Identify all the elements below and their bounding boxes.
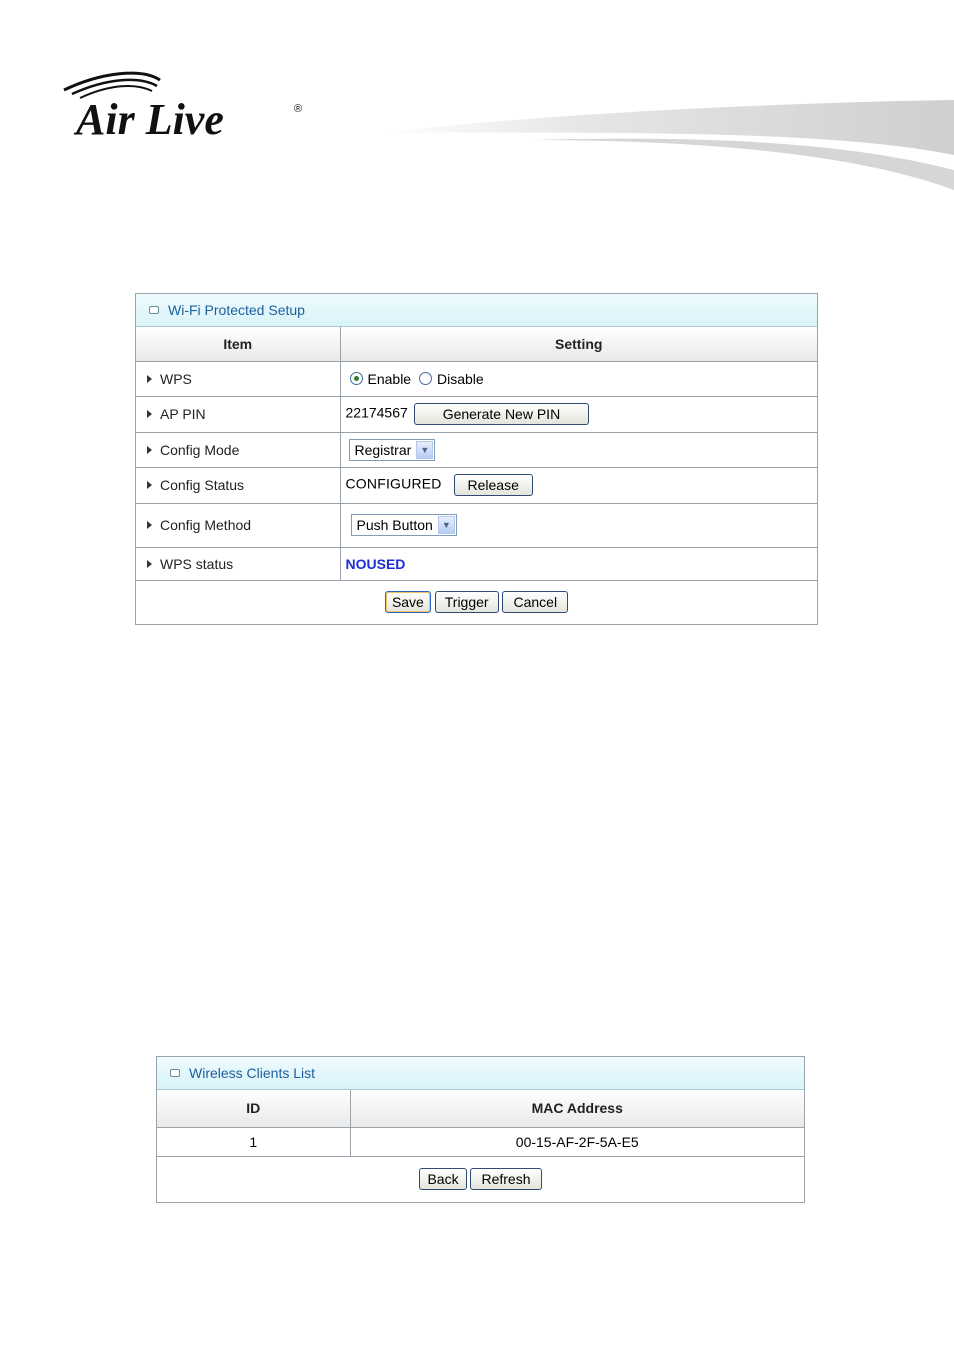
- panel-bullet-icon: [170, 1069, 180, 1077]
- chevron-down-icon: ▼: [438, 516, 455, 534]
- bullet-arrow-icon: [147, 375, 152, 383]
- radio-selected-icon: [350, 372, 363, 385]
- ap-pin-value: 22174567: [345, 404, 408, 421]
- radio-unselected-icon: [419, 372, 432, 385]
- header-swoosh-graphic: [380, 95, 954, 195]
- config-mode-row-label: Config Mode: [136, 432, 340, 467]
- panel-bullet-icon: [149, 306, 159, 314]
- wps-status-value: NOUSED: [345, 555, 406, 572]
- wps-panel-title: Wi-Fi Protected Setup: [168, 302, 305, 318]
- clients-actions-row: [157, 1156, 804, 1202]
- wps-actions-row: [136, 580, 817, 624]
- svg-text:®: ®: [294, 103, 303, 115]
- chevron-down-icon: ▼: [416, 441, 433, 459]
- mac-column-header: MAC Address: [350, 1090, 804, 1127]
- generate-new-pin-button[interactable]: Generate New PIN: [414, 403, 590, 425]
- airlive-logo: [62, 68, 312, 143]
- setting-column-header: Setting: [340, 327, 817, 361]
- bullet-arrow-icon: [147, 446, 152, 454]
- clients-panel-title: Wireless Clients List: [189, 1065, 316, 1081]
- wps-disable-radio[interactable]: Disable: [419, 371, 484, 387]
- clients-table: [157, 1090, 804, 1203]
- bullet-arrow-icon: [147, 560, 152, 568]
- back-button[interactable]: Back: [419, 1168, 466, 1190]
- clients-panel-header: [157, 1057, 804, 1090]
- config-mode-select[interactable]: Registrar ▼: [349, 439, 436, 461]
- cancel-button[interactable]: Cancel: [502, 591, 568, 613]
- wps-row-label: WPS: [136, 361, 340, 396]
- config-status-value: CONFIGURED: [345, 475, 442, 492]
- bullet-arrow-icon: [147, 481, 152, 489]
- table-row: [157, 1127, 804, 1156]
- client-mac-cell: 00-15-AF-2F-5A-E5: [350, 1127, 804, 1156]
- wps-settings-table: [136, 327, 817, 625]
- wps-panel-header: [136, 294, 817, 327]
- bullet-arrow-icon: [147, 521, 152, 529]
- wireless-clients-panel: [156, 1056, 805, 1203]
- bullet-arrow-icon: [147, 410, 152, 418]
- save-button[interactable]: Save: [385, 591, 431, 613]
- wps-enable-radio[interactable]: Enable: [350, 371, 412, 387]
- config-method-row-label: Config Method: [136, 503, 340, 547]
- ap-pin-row-label: AP PIN: [136, 396, 340, 432]
- wps-status-row-label: WPS status: [136, 547, 340, 580]
- config-method-select[interactable]: Push Button ▼: [351, 514, 457, 536]
- client-id-cell: 1: [157, 1127, 350, 1156]
- refresh-button[interactable]: Refresh: [470, 1168, 541, 1190]
- trigger-button[interactable]: Trigger: [435, 591, 499, 613]
- config-status-row-label: Config Status: [136, 467, 340, 503]
- id-column-header: ID: [157, 1090, 350, 1127]
- wps-panel: [135, 293, 818, 625]
- svg-text:Air Live: Air Live: [76, 95, 224, 143]
- item-column-header: Item: [136, 327, 340, 361]
- release-button[interactable]: Release: [454, 474, 533, 496]
